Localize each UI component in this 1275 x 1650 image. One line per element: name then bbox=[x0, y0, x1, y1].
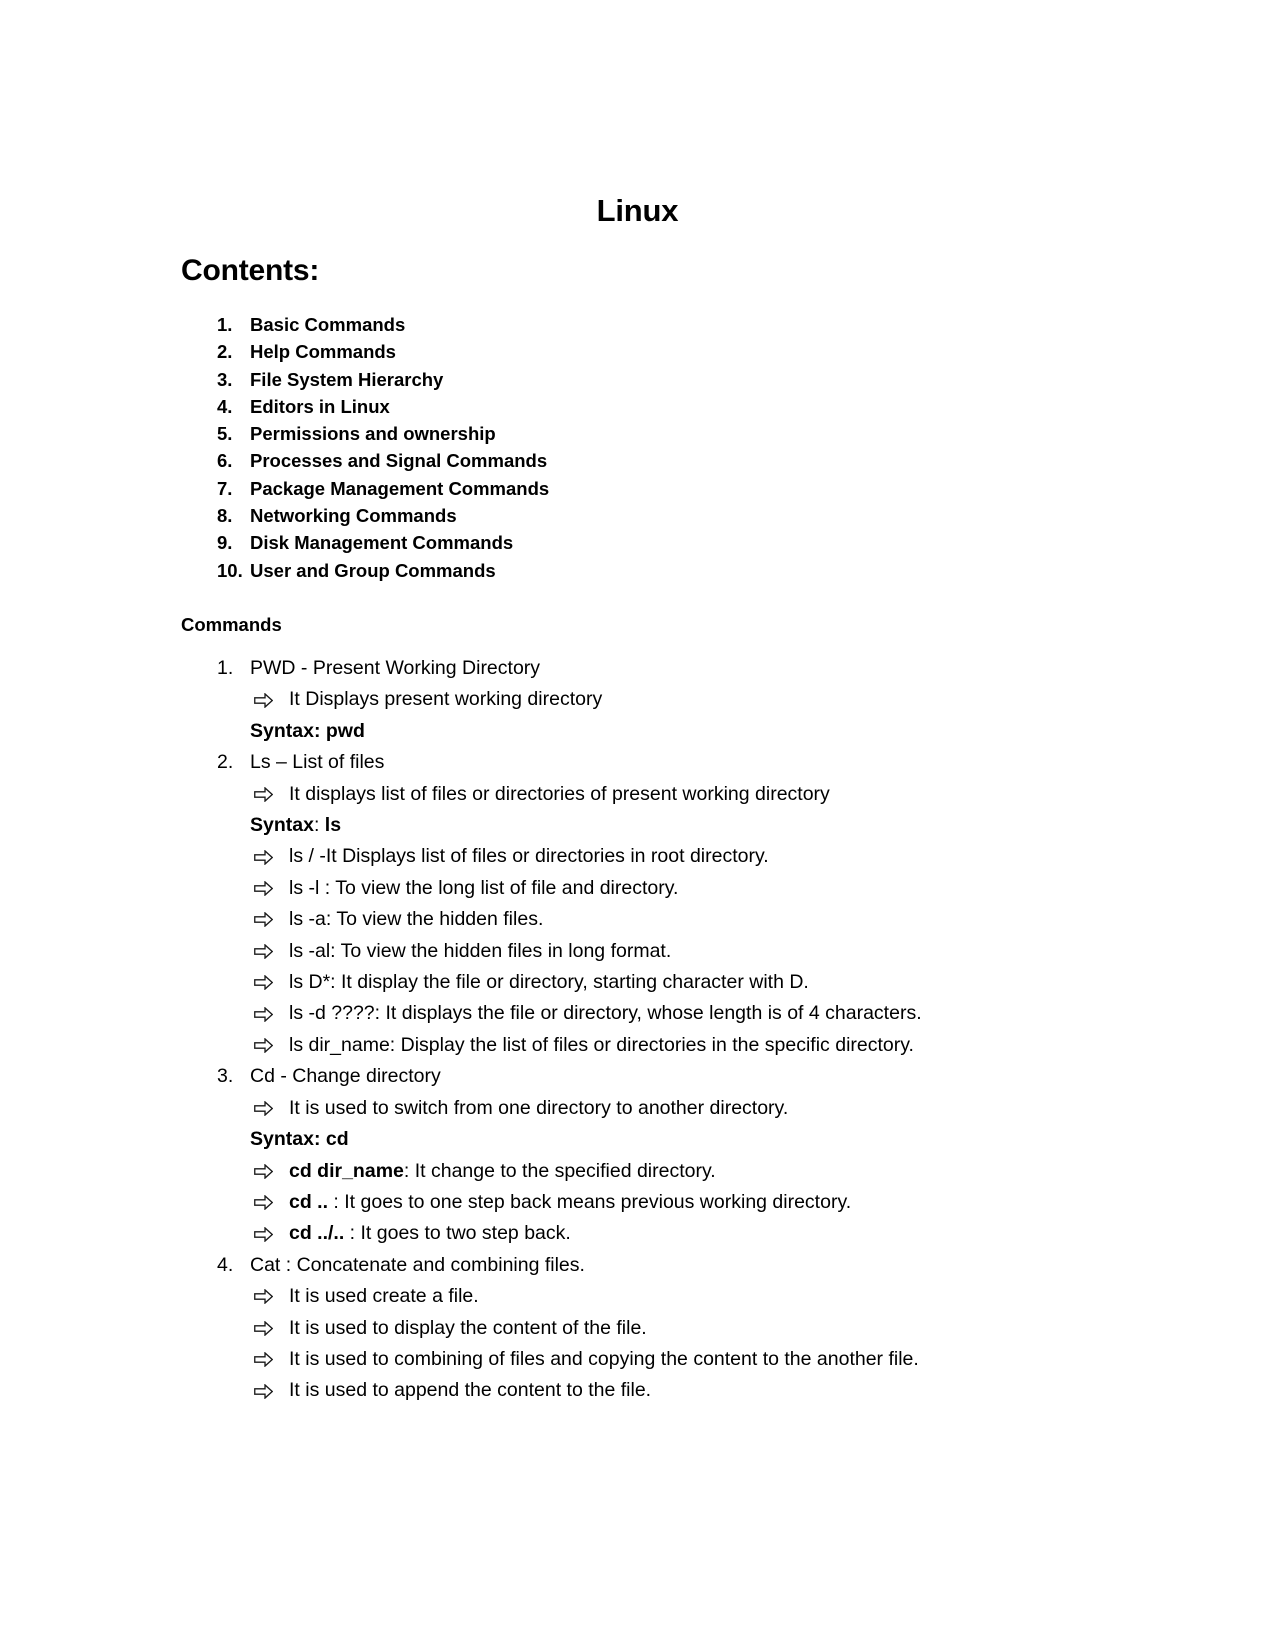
bullet-text bbox=[289, 1218, 1191, 1249]
command-line[interactable] bbox=[181, 747, 1191, 778]
bullet-marker bbox=[181, 1281, 289, 1312]
bullet-command: cd ../.. bbox=[289, 1222, 345, 1245]
bullet-line bbox=[181, 1093, 1191, 1124]
contents-item-label: Basic Commands bbox=[250, 314, 406, 335]
command-line[interactable] bbox=[181, 653, 1191, 684]
bullet-text: ls / -It Displays list of files or directories in root directory. bbox=[289, 845, 769, 868]
bullet-marker bbox=[181, 873, 289, 904]
contents-item-number: 6. bbox=[217, 450, 233, 472]
bullet-text: It is used to append the content to the file. bbox=[289, 1379, 652, 1402]
contents-item-label: User and Group Commands bbox=[250, 559, 496, 581]
bullet-marker bbox=[181, 1156, 289, 1187]
bullet-text bbox=[289, 1187, 1191, 1218]
right-arrow-bullet-icon bbox=[254, 693, 273, 708]
bullet-marker bbox=[181, 684, 289, 715]
right-arrow-bullet-icon bbox=[254, 1289, 273, 1304]
bullet-description: : It goes to two step back. bbox=[344, 1222, 571, 1245]
bullet-line bbox=[181, 1030, 1191, 1061]
bullet-line bbox=[181, 998, 1191, 1029]
bullet-command: cd dir_name bbox=[289, 1159, 404, 1182]
contents-item[interactable] bbox=[181, 423, 981, 450]
right-arrow-bullet-icon bbox=[254, 1007, 273, 1022]
bullet-text: It is used to switch from one directory to another directory. bbox=[289, 1096, 789, 1119]
command-title: PWD - Present Working Directory bbox=[250, 657, 541, 679]
bullet-marker bbox=[181, 1344, 289, 1375]
bullet-line bbox=[181, 1375, 1191, 1406]
right-arrow-bullet-icon bbox=[254, 1352, 273, 1367]
syntax-text bbox=[250, 810, 1191, 841]
contents-item-label: Processes and Signal Commands bbox=[250, 450, 548, 472]
right-arrow-bullet-icon bbox=[254, 1384, 273, 1399]
bullet-line bbox=[181, 1344, 1191, 1375]
contents-item-label: Networking Commands bbox=[250, 505, 457, 527]
bullet-marker bbox=[181, 1030, 289, 1061]
contents-item[interactable] bbox=[181, 369, 981, 396]
bullet-text: It is used to display the content of the file. bbox=[289, 1316, 647, 1339]
command-title: Cat : Concatenate and combining files. bbox=[250, 1253, 585, 1276]
contents-item-number: 5. bbox=[217, 423, 233, 445]
contents-item[interactable] bbox=[181, 450, 981, 477]
bullet-marker bbox=[181, 1093, 289, 1124]
syntax-line bbox=[181, 810, 1191, 841]
bullet-marker bbox=[181, 998, 289, 1029]
bullet-marker bbox=[181, 967, 289, 998]
right-arrow-bullet-icon bbox=[254, 850, 273, 865]
contents-item-number: 7. bbox=[217, 477, 233, 499]
contents-item[interactable] bbox=[181, 314, 981, 341]
bullet-command: cd .. bbox=[289, 1190, 329, 1213]
contents-item-label: Disk Management Commands bbox=[250, 532, 514, 554]
contents-item-number: 2. bbox=[217, 341, 233, 363]
contents-item-label: File System Hierarchy bbox=[250, 368, 444, 390]
bullet-line bbox=[181, 936, 1191, 967]
bullet-line bbox=[181, 1218, 1191, 1249]
syntax-value: pwd bbox=[320, 719, 365, 742]
right-arrow-bullet-icon bbox=[254, 1227, 273, 1242]
syntax-text bbox=[250, 716, 1191, 747]
command-title: Ls – List of files bbox=[250, 751, 385, 774]
bullet-description: : It change to the specified directory. bbox=[403, 1159, 716, 1182]
contents-heading: Contents: bbox=[181, 254, 320, 287]
syntax-label: Syntax: bbox=[250, 719, 321, 742]
contents-item[interactable] bbox=[181, 478, 981, 505]
bullet-line bbox=[181, 1156, 1191, 1187]
command-line[interactable] bbox=[181, 1061, 1191, 1092]
bullet-text: ls D*: It display the file or directory, starting character with D. bbox=[289, 971, 809, 994]
contents-item-label: Permissions and ownership bbox=[250, 423, 496, 445]
syntax-label: Syntax bbox=[250, 814, 314, 837]
bullet-line bbox=[181, 967, 1191, 998]
syntax-line bbox=[181, 1124, 1191, 1155]
bullet-line bbox=[181, 1313, 1191, 1344]
right-arrow-bullet-icon bbox=[254, 975, 273, 990]
right-arrow-bullet-icon bbox=[254, 1164, 273, 1179]
right-arrow-bullet-icon bbox=[254, 1195, 273, 1210]
bullet-text: It is used create a file. bbox=[289, 1285, 479, 1308]
contents-item-number: 1. bbox=[217, 314, 233, 335]
bullet-text: It Displays present working directory bbox=[289, 688, 603, 711]
right-arrow-bullet-icon bbox=[254, 1101, 273, 1116]
contents-item[interactable] bbox=[181, 532, 981, 559]
contents-list bbox=[181, 314, 981, 587]
bullet-marker bbox=[181, 1375, 289, 1406]
commands-section-heading: Commands bbox=[181, 614, 282, 635]
bullet-description: : It goes to one step back means previous working directory. bbox=[328, 1190, 852, 1213]
contents-item[interactable] bbox=[181, 341, 981, 368]
bullet-marker bbox=[181, 1313, 289, 1344]
right-arrow-bullet-icon bbox=[254, 787, 273, 802]
right-arrow-bullet-icon bbox=[254, 944, 273, 959]
right-arrow-bullet-icon bbox=[254, 881, 273, 896]
bullet-text: ls -al: To view the hidden files in long format. bbox=[289, 939, 672, 962]
syntax-value: ls bbox=[319, 814, 342, 837]
bullet-text: It displays list of files or directories of present working directory bbox=[289, 782, 830, 805]
command-title: Cd - Change directory bbox=[250, 1065, 441, 1088]
bullet-line bbox=[181, 873, 1191, 904]
bullet-marker bbox=[181, 904, 289, 935]
syntax-text bbox=[250, 1124, 1191, 1155]
command-line[interactable] bbox=[181, 1250, 1191, 1281]
contents-item[interactable] bbox=[181, 505, 981, 532]
command-number: 1. bbox=[217, 657, 234, 679]
bullet-marker bbox=[181, 779, 289, 810]
bullet-text: It is used to combining of files and copying the content to the another file. bbox=[289, 1347, 919, 1370]
syntax-label: Syntax: bbox=[250, 1128, 321, 1151]
bullet-text: ls -a: To view the hidden files. bbox=[289, 908, 544, 931]
commands-body bbox=[181, 653, 1191, 1407]
contents-item[interactable] bbox=[181, 396, 981, 423]
contents-item[interactable] bbox=[181, 560, 981, 587]
contents-item-number: 10. bbox=[217, 559, 243, 581]
bullet-text bbox=[289, 1156, 1191, 1187]
bullet-marker bbox=[181, 1187, 289, 1218]
syntax-line bbox=[181, 716, 1191, 747]
bullet-text: ls -l : To view the long list of file and directory. bbox=[289, 876, 679, 899]
command-number: 2. bbox=[217, 751, 234, 774]
contents-item-number: 4. bbox=[217, 395, 233, 417]
contents-item-number: 9. bbox=[217, 532, 233, 554]
bullet-marker bbox=[181, 936, 289, 967]
contents-item-label: Help Commands bbox=[250, 341, 396, 363]
syntax-separator: : bbox=[313, 814, 320, 837]
right-arrow-bullet-icon bbox=[254, 912, 273, 927]
bullet-line bbox=[181, 904, 1191, 935]
command-number: 3. bbox=[217, 1065, 234, 1088]
bullet-line bbox=[181, 684, 1191, 715]
contents-item-label: Package Management Commands bbox=[250, 477, 550, 499]
bullet-marker bbox=[181, 1218, 289, 1249]
right-arrow-bullet-icon bbox=[254, 1321, 273, 1336]
bullet-text: ls -d ????: It displays the file or directory, whose length is of 4 characters. bbox=[289, 1002, 922, 1025]
bullet-line bbox=[181, 779, 1191, 810]
bullet-line bbox=[181, 1187, 1191, 1218]
contents-item-number: 8. bbox=[217, 505, 233, 527]
command-number: 4. bbox=[217, 1253, 234, 1276]
syntax-value: cd bbox=[320, 1128, 349, 1151]
bullet-text: ls dir_name: Display the list of files or directories in the specific directory. bbox=[289, 1033, 914, 1056]
bullet-marker bbox=[181, 841, 289, 872]
bullet-line bbox=[181, 841, 1191, 872]
page-title: Linux bbox=[596, 193, 679, 228]
right-arrow-bullet-icon bbox=[254, 1038, 273, 1053]
contents-item-label: Editors in Linux bbox=[250, 395, 390, 417]
contents-item-number: 3. bbox=[217, 368, 233, 390]
bullet-line bbox=[181, 1281, 1191, 1312]
